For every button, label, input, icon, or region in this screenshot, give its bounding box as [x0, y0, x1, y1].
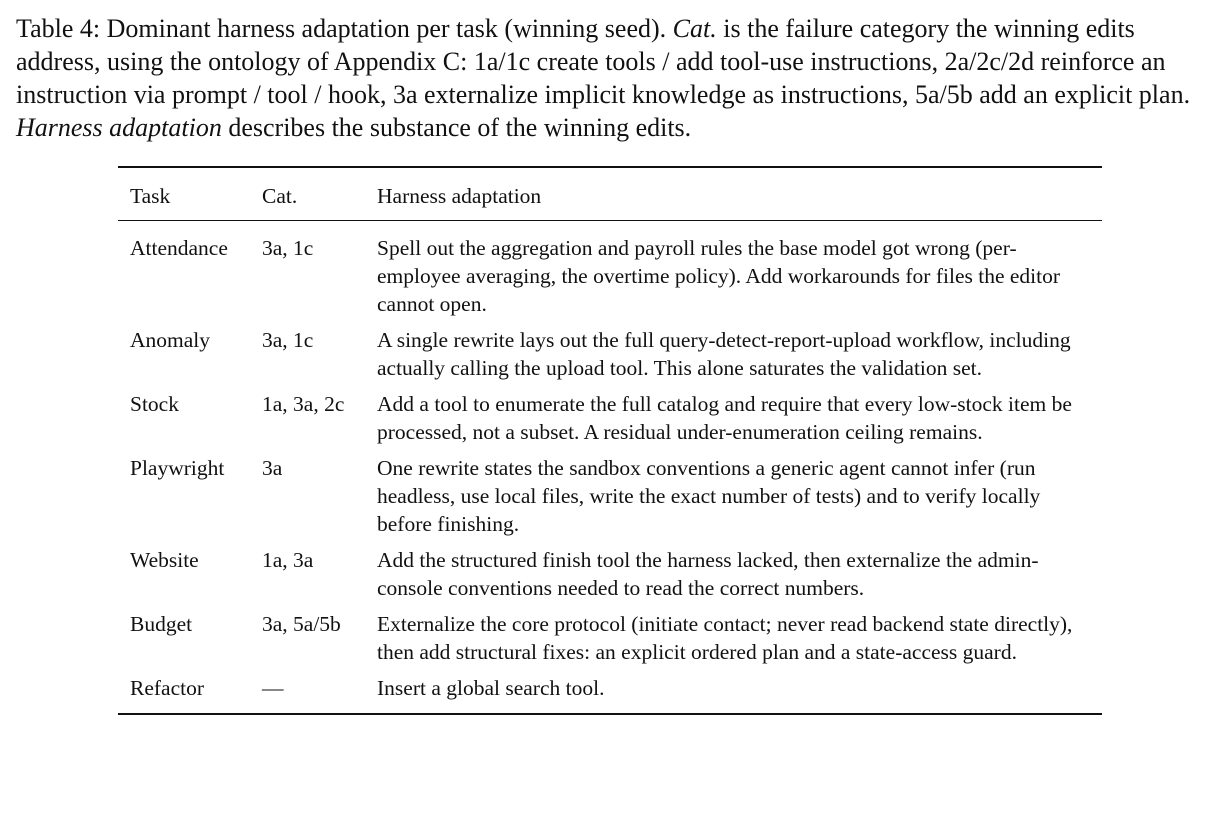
caption-cat-term: Cat. — [672, 14, 717, 43]
cell-task: Budget — [130, 612, 193, 636]
cell-adaptation: Add a tool to enumerate the full catalog and require that every low-stock item be processed, not a subset. A residual under-enumeration ceiling remains. — [377, 392, 1072, 444]
table-header-row — [118, 168, 1102, 220]
header-task: Task — [130, 184, 171, 208]
table-body — [118, 221, 1102, 713]
cell-cat: — — [262, 676, 284, 700]
table-row — [118, 546, 1102, 610]
cell-task: Playwright — [130, 456, 225, 480]
cell-cat: 1a, 3a, 2c — [262, 392, 345, 416]
cell-adaptation: Add the structured finish tool the harness lacked, then externalize the admin-console conventions needed to read the correct numbers. — [377, 548, 1039, 600]
cell-task: Stock — [130, 392, 179, 416]
table-row — [118, 221, 1102, 326]
cell-task: Anomaly — [130, 328, 211, 352]
cell-cat: 3a, 1c — [262, 328, 314, 352]
cell-adaptation: A single rewrite lays out the full query-detect-report-upload workflow, including actually calling the upload tool. This alone saturates the validation set. — [377, 328, 1071, 380]
caption-harness-term: Harness adaptation — [16, 113, 222, 142]
cell-adaptation: Insert a global search tool. — [377, 676, 605, 700]
table-caption — [16, 12, 1212, 144]
table-row — [118, 610, 1102, 674]
table-row — [118, 454, 1102, 546]
table-row — [118, 326, 1102, 390]
table-header — [118, 168, 1102, 220]
cell-task: Website — [130, 548, 199, 572]
header-cat: Cat. — [262, 184, 298, 208]
table-row — [118, 390, 1102, 454]
table-bottom-rule — [118, 713, 1102, 715]
cell-task: Refactor — [130, 676, 205, 700]
adaptation-table — [118, 166, 1102, 715]
cell-cat: 1a, 3a — [262, 548, 314, 572]
cell-adaptation: One rewrite states the sandbox conventions a generic agent cannot infer (run headless, use local files, write the exact number of tests) and to verify locally before finishing. — [377, 456, 1041, 536]
caption-middle: is the failure category the winning edits address, using the ontology of Appendix C: 1a/1c create tools / add tool-use instructions, 2a/2c/2d reinforce an instruction via prompt / tool / hook, 3a externalize implicit knowledge as instructions, 5a/5b add an explicit plan. — [16, 14, 1191, 109]
cell-cat: 3a — [262, 456, 283, 480]
cell-cat: 3a, 5a/5b — [262, 612, 341, 636]
header-harness-adaptation: Harness adaptation — [377, 184, 542, 208]
table-row — [118, 674, 1102, 713]
cell-task: Attendance — [130, 236, 228, 260]
caption-suffix: describes the substance of the winning edits. — [221, 113, 692, 142]
caption-prefix: Table 4: Dominant harness adaptation per task (winning seed). — [16, 14, 673, 43]
cell-cat: 3a, 1c — [262, 236, 314, 260]
cell-adaptation: Spell out the aggregation and payroll rules the base model got wrong (per-employee averaging, the overtime policy). Add workarounds for files the editor cannot open. — [377, 236, 1061, 316]
cell-adaptation: Externalize the core protocol (initiate contact; never read backend state directly), then add structural fixes: an explicit ordered plan and a state-access guard. — [377, 612, 1073, 664]
